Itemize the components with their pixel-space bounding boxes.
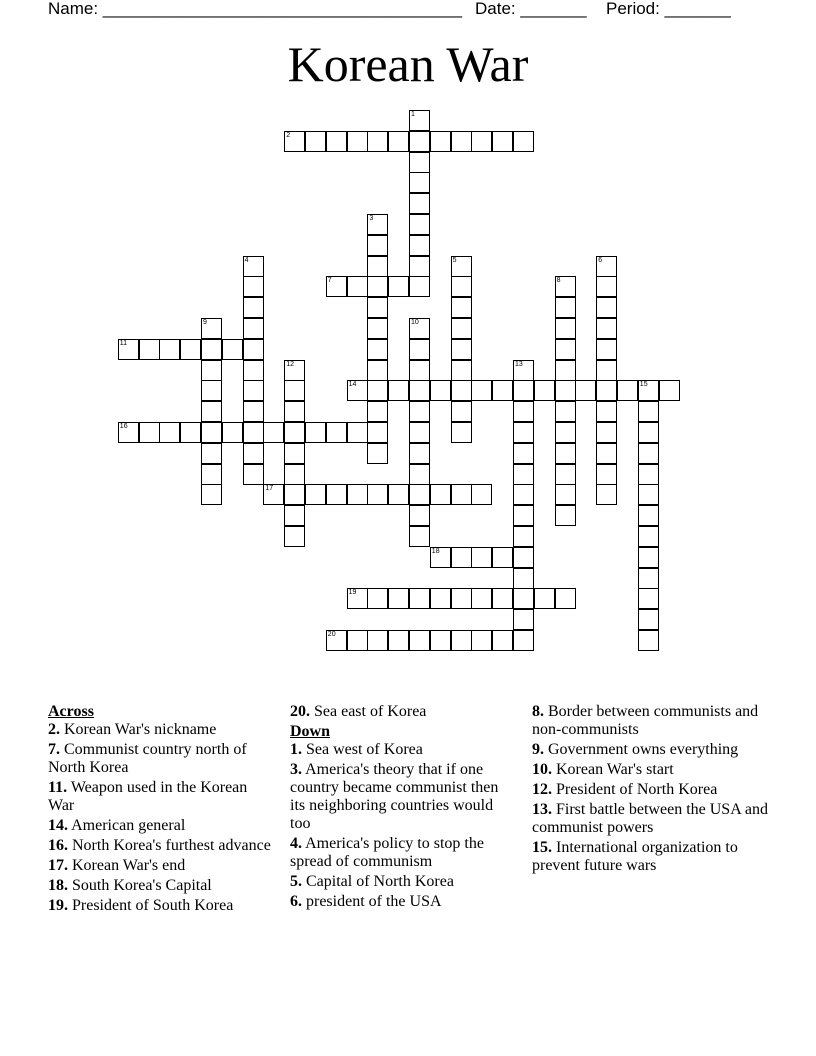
crossword-cell[interactable]: [222, 422, 243, 443]
crossword-cell[interactable]: [201, 422, 222, 443]
crossword-cell[interactable]: [638, 505, 659, 526]
crossword-cell[interactable]: [139, 422, 160, 443]
crossword-cell[interactable]: [139, 339, 160, 360]
crossword-cell[interactable]: [513, 422, 534, 443]
crossword-cell[interactable]: [638, 464, 659, 485]
crossword-cell[interactable]: [513, 526, 534, 547]
crossword-cell[interactable]: [409, 464, 430, 485]
date-field[interactable]: Date: _______: [475, 0, 587, 18]
crossword-cell[interactable]: [326, 131, 347, 152]
crossword-cell[interactable]: [243, 360, 264, 381]
crossword-cell[interactable]: [471, 131, 492, 152]
crossword-cell[interactable]: [243, 422, 264, 443]
crossword-cell[interactable]: [451, 630, 472, 651]
clue-down-4: 4. America's policy to stop the spread of communism: [290, 835, 484, 870]
crossword-cell[interactable]: [347, 276, 368, 297]
crossword-cell[interactable]: [263, 422, 284, 443]
crossword-cell[interactable]: [596, 464, 617, 485]
crossword-cell[interactable]: [409, 339, 430, 360]
crossword-cell[interactable]: [367, 214, 388, 235]
crossword-cell[interactable]: [513, 360, 534, 381]
crossword-cell[interactable]: [513, 401, 534, 422]
clue-down-12: 12. President of North Korea: [532, 781, 718, 798]
crossword-cell[interactable]: [409, 484, 430, 505]
crossword-cell[interactable]: [638, 401, 659, 422]
crossword-cell[interactable]: [284, 380, 305, 401]
crossword-cell[interactable]: [388, 484, 409, 505]
clue-down-10: 10. Korean War's start: [532, 761, 674, 778]
crossword-cell[interactable]: [243, 464, 264, 485]
crossword-cell[interactable]: [284, 505, 305, 526]
crossword-cell[interactable]: [367, 131, 388, 152]
crossword-cell[interactable]: [347, 630, 368, 651]
crossword-cell[interactable]: [555, 339, 576, 360]
crossword-cell[interactable]: [596, 318, 617, 339]
crossword-cell[interactable]: [409, 318, 430, 339]
crossword-cell[interactable]: [243, 256, 264, 277]
crossword-cell[interactable]: [451, 256, 472, 277]
crossword-cell[interactable]: [409, 630, 430, 651]
crossword-cell[interactable]: [388, 276, 409, 297]
crossword-cell[interactable]: [638, 484, 659, 505]
clue-across-19: 19. President of South Korea: [48, 897, 234, 914]
crossword-cell[interactable]: [596, 297, 617, 318]
clue-across-17: 17. Korean War's end: [48, 857, 186, 874]
crossword-cell[interactable]: [201, 360, 222, 381]
crossword-cell[interactable]: [451, 401, 472, 422]
crossword-cell[interactable]: [451, 360, 472, 381]
crossword-cell[interactable]: [409, 401, 430, 422]
clue-across-14: 14. American general: [48, 817, 186, 834]
crossword-cell[interactable]: [284, 484, 305, 505]
crossword-cell[interactable]: [596, 360, 617, 381]
cell-number: 11: [119, 339, 128, 347]
crossword-cell[interactable]: [367, 401, 388, 422]
crossword-cell[interactable]: [222, 339, 243, 360]
crossword-cell[interactable]: [284, 422, 305, 443]
crossword-cell[interactable]: [180, 339, 201, 360]
cell-number: 4: [244, 256, 249, 264]
crossword-cell[interactable]: [638, 422, 659, 443]
clue-down-13: 13. First battle between the USA and communist powers: [532, 801, 768, 836]
clue-across-2: 2. Korean War's nickname: [48, 721, 217, 738]
crossword-cell[interactable]: [284, 401, 305, 422]
clue-down-6: 6. president of the USA: [290, 893, 442, 910]
crossword-cell[interactable]: [471, 380, 492, 401]
crossword-cell[interactable]: [367, 380, 388, 401]
crossword-cell[interactable]: [243, 276, 264, 297]
cell-number: 8: [556, 277, 561, 285]
clue-down-1: 1. Sea west of Korea: [290, 741, 423, 758]
clue-across-11: 11. Weapon used in the Korean War: [48, 779, 248, 814]
crossword-cell[interactable]: [430, 484, 451, 505]
crossword-cell[interactable]: [305, 131, 326, 152]
crossword-cell[interactable]: [513, 505, 534, 526]
crossword-cell[interactable]: [471, 588, 492, 609]
crossword-cell[interactable]: [243, 318, 264, 339]
cell-number: 5: [452, 256, 457, 264]
crossword-cell[interactable]: [284, 360, 305, 381]
crossword-cell[interactable]: [409, 360, 430, 381]
cell-number: 10: [411, 319, 419, 326]
crossword-cell[interactable]: [492, 630, 513, 651]
crossword-cell[interactable]: [451, 588, 472, 609]
crossword-cell[interactable]: [596, 443, 617, 464]
crossword-cell[interactable]: [388, 588, 409, 609]
crossword-cell[interactable]: [409, 235, 430, 256]
crossword-cell[interactable]: [638, 380, 659, 401]
crossword-cell[interactable]: [638, 630, 659, 651]
crossword-cell[interactable]: [201, 484, 222, 505]
cell-number: 15: [639, 381, 648, 389]
crossword-cell[interactable]: [243, 297, 264, 318]
crossword-cell[interactable]: [513, 547, 534, 568]
cell-number: 14: [348, 381, 357, 389]
crossword-cell[interactable]: [451, 484, 472, 505]
crossword-cell[interactable]: [451, 318, 472, 339]
across-heading: Across: [48, 703, 94, 720]
crossword-cell[interactable]: [284, 526, 305, 547]
crossword-cell[interactable]: [513, 630, 534, 651]
cell-number: 17: [265, 485, 274, 493]
crossword-cell[interactable]: [492, 380, 513, 401]
crossword-cell[interactable]: [575, 380, 596, 401]
clue-column-1: [48, 703, 274, 917]
crossword-cell[interactable]: [638, 526, 659, 547]
crossword-cell[interactable]: [596, 256, 617, 277]
crossword-cell[interactable]: [326, 630, 347, 651]
crossword-cell[interactable]: [555, 318, 576, 339]
clue-across-20: 20. Sea east of Korea: [290, 703, 427, 720]
crossword-cell[interactable]: [596, 339, 617, 360]
crossword-cell[interactable]: [284, 464, 305, 485]
crossword-cell[interactable]: [513, 484, 534, 505]
crossword-cell[interactable]: [409, 152, 430, 173]
crossword-cell[interactable]: [513, 380, 534, 401]
crossword-cell[interactable]: [367, 297, 388, 318]
cell-number: 12: [286, 360, 294, 368]
crossword-cell[interactable]: [596, 401, 617, 422]
crossword-cell[interactable]: [555, 422, 576, 443]
crossword-cell[interactable]: [409, 505, 430, 526]
crossword-cell[interactable]: [388, 131, 409, 152]
clue-across-18: 18. South Korea's Capital: [48, 877, 212, 894]
crossword-cell[interactable]: [409, 276, 430, 297]
crossword-cell[interactable]: [409, 193, 430, 214]
crossword-cell[interactable]: [388, 630, 409, 651]
clue-down-3: 3. America's theory that if one country became communist then its neighboring countries would too: [290, 761, 499, 832]
crossword-cell[interactable]: [430, 547, 451, 568]
crossword-cell[interactable]: [201, 318, 222, 339]
crossword-cell[interactable]: [451, 131, 472, 152]
cell-number: 1: [411, 111, 415, 118]
crossword-cell[interactable]: [367, 360, 388, 381]
crossword-cell[interactable]: [451, 297, 472, 318]
crossword-cell[interactable]: [596, 276, 617, 297]
name-field[interactable]: Name: ______________________________________: [48, 0, 463, 18]
crossword-cell[interactable]: [409, 422, 430, 443]
crossword-cell[interactable]: [555, 484, 576, 505]
crossword-cell[interactable]: [347, 588, 368, 609]
crossword-cell[interactable]: [326, 484, 347, 505]
crossword-cell[interactable]: [492, 131, 513, 152]
crossword-cell[interactable]: [513, 609, 534, 630]
crossword-cell[interactable]: [243, 401, 264, 422]
crossword-cell[interactable]: [367, 484, 388, 505]
crossword-cell[interactable]: [409, 131, 430, 152]
cell-number: 18: [431, 547, 440, 555]
crossword-cell[interactable]: [617, 380, 638, 401]
cell-number: 2: [286, 131, 291, 139]
crossword-cell[interactable]: [638, 609, 659, 630]
crossword-cell[interactable]: [513, 464, 534, 485]
clue-column-2: [290, 703, 516, 913]
crossword-cell[interactable]: [367, 318, 388, 339]
cell-number: 3: [369, 215, 374, 222]
crossword-cell[interactable]: [492, 588, 513, 609]
clue-across-16: 16. North Korea's furthest advance: [48, 837, 271, 854]
crossword-cell[interactable]: [159, 422, 180, 443]
cell-number: 20: [327, 631, 336, 638]
crossword-cell[interactable]: [367, 276, 388, 297]
crossword-cell[interactable]: [367, 443, 388, 464]
cell-number: 6: [598, 256, 603, 264]
crossword-cell[interactable]: [409, 526, 430, 547]
crossword-cell[interactable]: [430, 630, 451, 651]
crossword-cell[interactable]: [201, 464, 222, 485]
crossword-cell[interactable]: [409, 110, 430, 131]
crossword-cell[interactable]: [596, 422, 617, 443]
crossword-cell[interactable]: [409, 256, 430, 277]
crossword-cell[interactable]: [409, 380, 430, 401]
crossword-cell[interactable]: [180, 422, 201, 443]
crossword-cell[interactable]: [513, 443, 534, 464]
crossword-cell[interactable]: [471, 484, 492, 505]
crossword-cell[interactable]: [534, 588, 555, 609]
clue-across-7: 7. Communist country north of North Korea: [48, 741, 247, 776]
crossword-cell[interactable]: [555, 276, 576, 297]
crossword-cell[interactable]: [555, 360, 576, 381]
clue-column-3: [532, 703, 768, 877]
crossword-cell[interactable]: [347, 131, 368, 152]
crossword-cell[interactable]: [555, 401, 576, 422]
crossword-cell[interactable]: [409, 588, 430, 609]
crossword-cell[interactable]: [451, 276, 472, 297]
down-heading: Down: [290, 723, 331, 740]
crossword-cell[interactable]: [638, 443, 659, 464]
crossword-cell[interactable]: [430, 380, 451, 401]
crossword-cell[interactable]: [451, 380, 472, 401]
crossword-cell[interactable]: [513, 568, 534, 589]
crossword-cell[interactable]: [367, 630, 388, 651]
crossword-cell[interactable]: [201, 401, 222, 422]
crossword-cell[interactable]: [430, 131, 451, 152]
clue-down-9: 9. Government owns everything: [532, 741, 739, 758]
crossword-cell[interactable]: [451, 547, 472, 568]
crossword-cell[interactable]: [284, 131, 305, 152]
crossword-cell[interactable]: [243, 380, 264, 401]
crossword-cell[interactable]: [159, 339, 180, 360]
cell-number: 16: [119, 423, 128, 430]
crossword-cell[interactable]: [118, 422, 139, 443]
cell-number: 7: [327, 277, 332, 285]
crossword-cell[interactable]: [596, 484, 617, 505]
crossword-cell[interactable]: [659, 380, 680, 401]
clue-down-15: 15. International organization to prevent future wars: [532, 839, 738, 874]
crossword-cell[interactable]: [513, 131, 534, 152]
crossword-cell[interactable]: [451, 422, 472, 443]
crossword-cell[interactable]: [534, 380, 555, 401]
crossword-cell[interactable]: [451, 339, 472, 360]
crossword-cell[interactable]: [471, 547, 492, 568]
period-field[interactable]: Period: _______: [606, 0, 731, 18]
crossword-cell[interactable]: [367, 256, 388, 277]
crossword-cell[interactable]: [513, 588, 534, 609]
crossword-cell[interactable]: [471, 630, 492, 651]
crossword-cell[interactable]: [201, 339, 222, 360]
cell-number: 9: [203, 319, 207, 326]
crossword-cell[interactable]: [555, 505, 576, 526]
crossword-cell[interactable]: [263, 484, 284, 505]
cell-number: 19: [348, 589, 357, 597]
crossword-cell[interactable]: [305, 484, 326, 505]
crossword-cell[interactable]: [367, 235, 388, 256]
crossword-cell[interactable]: [243, 443, 264, 464]
crossword-cell[interactable]: [305, 422, 326, 443]
crossword-cell[interactable]: [347, 484, 368, 505]
crossword-cell[interactable]: [326, 422, 347, 443]
clue-down-8: 8. Border between communists and non-communists: [532, 703, 759, 738]
crossword-cell[interactable]: [367, 422, 388, 443]
crossword-cell[interactable]: [347, 380, 368, 401]
crossword-cell[interactable]: [243, 339, 264, 360]
crossword-cell[interactable]: [555, 464, 576, 485]
cell-number: 13: [515, 360, 523, 368]
crossword-cell[interactable]: [492, 547, 513, 568]
crossword-cell[interactable]: [638, 568, 659, 589]
crossword-cell[interactable]: [409, 443, 430, 464]
crossword-cell[interactable]: [555, 380, 576, 401]
crossword-cell[interactable]: [326, 276, 347, 297]
crossword-cell[interactable]: [638, 588, 659, 609]
crossword-cell[interactable]: [284, 443, 305, 464]
crossword-cell[interactable]: [409, 172, 430, 193]
crossword-cell[interactable]: [555, 443, 576, 464]
clue-down-5: 5. Capital of North Korea: [290, 873, 454, 890]
crossword-cell[interactable]: [367, 339, 388, 360]
crossword-cell[interactable]: [118, 339, 139, 360]
crossword-cell[interactable]: [201, 443, 222, 464]
crossword-cell[interactable]: [638, 547, 659, 568]
crossword-cell[interactable]: [596, 380, 617, 401]
crossword-cell[interactable]: [388, 380, 409, 401]
crossword-cell[interactable]: [409, 214, 430, 235]
crossword-cell[interactable]: [555, 297, 576, 318]
page-title: Korean War: [287, 36, 529, 92]
crossword-cell[interactable]: [430, 588, 451, 609]
crossword-cell[interactable]: [555, 588, 576, 609]
crossword-cell[interactable]: [201, 380, 222, 401]
crossword-cell[interactable]: [347, 422, 368, 443]
crossword-cell[interactable]: [367, 588, 388, 609]
